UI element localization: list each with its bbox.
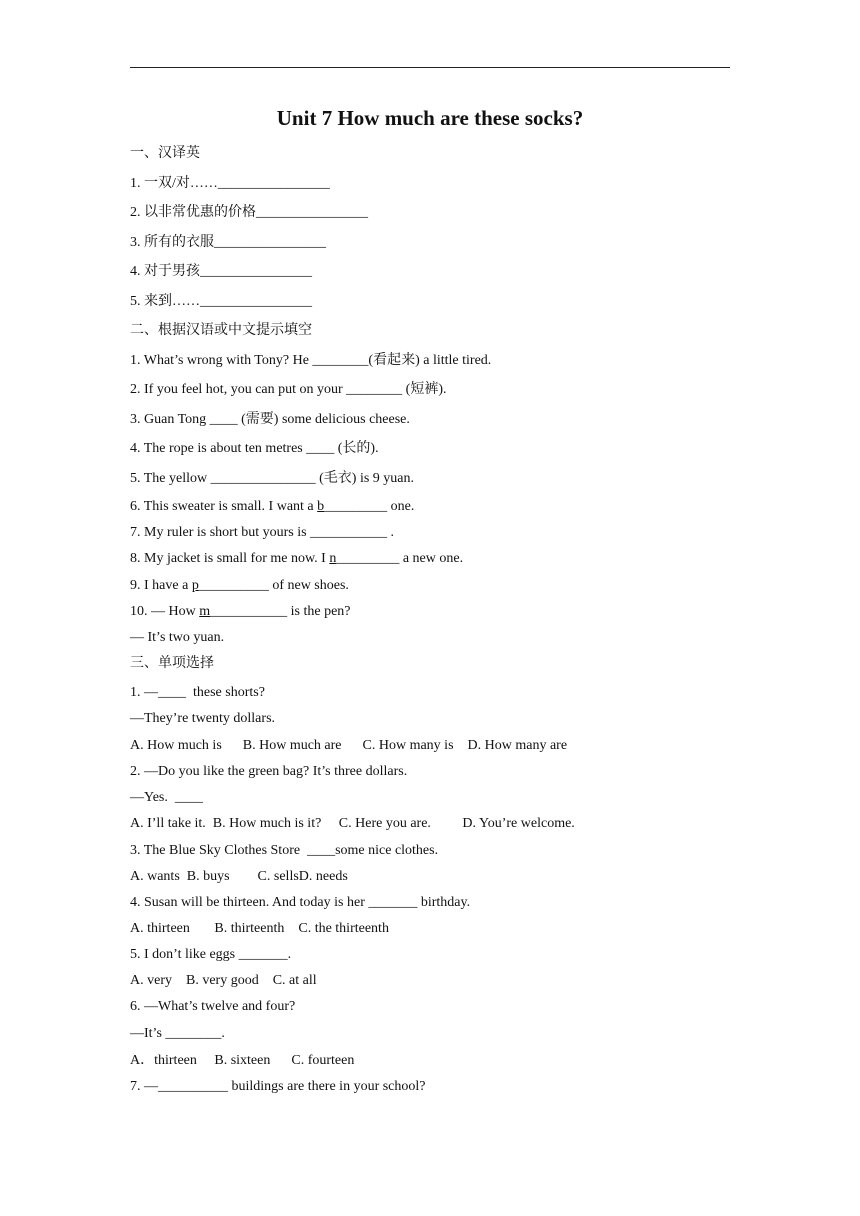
question-item bbox=[130, 577, 349, 595]
question-item: 6. —What’s twelve and four? bbox=[130, 999, 296, 1014]
options-line: A．thirteen B. sixteen C. fourteen bbox=[130, 1053, 355, 1068]
page-title: Unit 7 How much are these socks? bbox=[276, 106, 584, 130]
question-text: _________ one. bbox=[324, 499, 415, 514]
question-item: 3. Guan Tong ____ (需要) some delicious cheese. bbox=[130, 412, 410, 427]
header-rule bbox=[130, 67, 730, 68]
question-text: _________ a new one. bbox=[336, 551, 464, 566]
question-item: 5. The yellow _______________ (毛衣) is 9 yuan. bbox=[130, 471, 414, 486]
answer-line: — It’s two yuan. bbox=[130, 630, 225, 645]
question-item: 7. —__________ buildings are there in your school? bbox=[130, 1079, 426, 1094]
section-heading: 二、根据汉语或中文提示填空 bbox=[130, 323, 312, 338]
question-text: 7. My ruler is short but yours is ___________ . bbox=[130, 525, 395, 540]
question-item bbox=[130, 524, 394, 542]
hint-letter: b bbox=[317, 499, 325, 514]
options-line: A. wants B. buys C. sellsD. needs bbox=[130, 869, 348, 884]
question-item bbox=[130, 498, 414, 516]
hint-letter: p bbox=[191, 578, 199, 593]
question-item: 1. What’s wrong with Tony? He ________(看起来) a little tired. bbox=[130, 353, 492, 368]
answer-line: —It’s ________. bbox=[130, 1026, 225, 1041]
question-item: 4. 对于男孩________________ bbox=[130, 264, 312, 279]
options-line: A. How much is B. How much are C. How many is D. How many are bbox=[130, 738, 568, 753]
options-line: A. thirteen B. thirteenth C. the thirteenth bbox=[130, 921, 389, 936]
options-line: A. I’ll take it. B. How much is it? C. Here you are. D. You’re welcome. bbox=[130, 816, 575, 831]
question-item: 2. If you feel hot, you can put on your ________ (短裤). bbox=[130, 382, 447, 397]
question-text: __________ of new shoes. bbox=[198, 578, 349, 593]
section-heading: 三、单项选择 bbox=[130, 656, 214, 671]
question-item: 4. The rope is about ten metres ____ (长的). bbox=[130, 441, 379, 456]
question-text: 8. My jacket is small for me now. I bbox=[130, 551, 330, 566]
question-item: 2. —Do you like the green bag? It’s three dollars. bbox=[130, 764, 408, 779]
question-item bbox=[130, 550, 463, 568]
question-text: 9. I have a bbox=[130, 578, 192, 593]
hint-letter: m bbox=[199, 604, 211, 619]
question-item: 5. I don’t like eggs _______. bbox=[130, 947, 292, 962]
question-text: ___________ is the pen? bbox=[210, 604, 351, 619]
question-text: 10. — How bbox=[130, 604, 200, 619]
question-item: 1. —____ these shorts? bbox=[130, 685, 265, 700]
section-heading: 一、汉译英 bbox=[130, 146, 200, 161]
hint-letter: n bbox=[329, 551, 337, 566]
question-item: 4. Susan will be thirteen. And today is her _______ birthday. bbox=[130, 895, 471, 910]
question-item: 3. The Blue Sky Clothes Store ____some nice clothes. bbox=[130, 843, 439, 858]
answer-line: —Yes. ____ bbox=[130, 790, 203, 805]
question-text: 6. This sweater is small. I want a bbox=[130, 499, 318, 514]
question-item: 5. 来到……________________ bbox=[130, 294, 312, 309]
question-item bbox=[130, 603, 351, 621]
options-line: A. very B. very good C. at all bbox=[130, 973, 317, 988]
question-item: 1. 一双/对……________________ bbox=[130, 176, 330, 191]
question-item: 2. 以非常优惠的价格________________ bbox=[130, 205, 368, 220]
question-item: 3. 所有的衣服________________ bbox=[130, 235, 326, 250]
answer-line: —They’re twenty dollars. bbox=[130, 711, 276, 726]
